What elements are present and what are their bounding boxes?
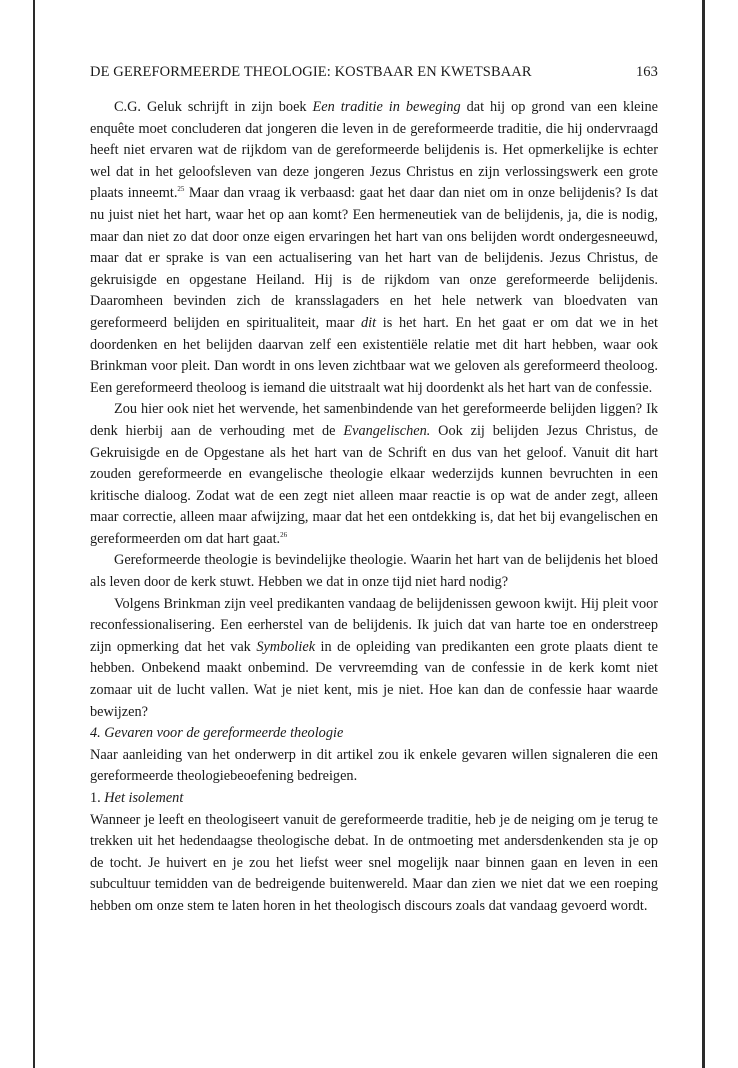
subsection-text: Wanneer je leeft en theologiseert vanuit de gereformeerde traditie, heb je de neiging om je terug te trekken uit het hedendaagse theologische debat. In de ontmoeting met andersdenkenden sta je op de tocht. Je huivert en je zou het liefst weer snel mogelijk naar binnen gaan en leven in een subcultuur temidden van de bedreigende buitenwereld. Maar dan zien we niet dat we een roeping hebben om onze stem te laten horen in het theologisch discours zoals dat vandaag gevoerd wordt. [90,811,658,914]
text-run: C.G. Geluk schrijft in zijn boek [114,99,313,115]
paragraph-brinkman [90,594,658,724]
page-number: 163 [635,64,658,80]
text-run: Zou hier ook niet het wervende, het samenbindende van het gereformeerde belijden liggen? Ik denk hierbij aan de verhouding met de [90,401,658,439]
text-run: dat hij op grond van een kleine enquête moet concluderen dat jongeren die leven in de gereformeerde traditie, die hij ondervraagd heeft niet ervaren wat de rijkdom van de gereformeerde belijdenis is. Het opmerkelijke is echter wel dat in het geloofsleven van deze jongeren Jezus Christus en zijn verlossingswerk een grote plaats inneemt. [90,99,658,202]
text-run: Volgens Brinkman zijn veel predikanten vandaag de belijdenissen gewoon kwijt. Hij pleit voor reconfessionalisering. Een eerherstel van de belijdenis. Ik juich dat van harte toe en onderstreep zijn opmerking dat het vak [90,595,658,655]
emphasis: dit [361,314,377,331]
footnote-ref[interactable]: 25 [177,185,185,194]
text-run: Ook zij belijden Jezus Christus, de Gekruisigde en de Opgestane als het hart van de Schrift en dus van het geloof. Vanuit dit hart zouden gereformeerde en evangelische theologie elkaar wederzijds kunnen bevruchten in een kritische dialoog. Zodat wat de een zegt niet alleen maar reactie is op wat de ander zegt, alleen maar correctie, alleen maar afwijzing, maar dat het een ontdekking is, dat het bij evangelischen en gereformeerden om dat hart gaat. [90,422,658,547]
section-intro: Naar aanleiding van het onderwerp in dit artikel zou ik enkele gevaren willen signaleren die een gereformeerde theologiebeoefening bedreigen. [90,746,658,785]
text-run: is het hart. En het gaat er om dat we in het doordenken en het belijden daarvan zelf een existentiële relatie met dit hart hebben, waar ook Brinkman voor pleit. Dan wordt in ons leven zichtbaar wat we geloven als gereformeerd theoloog. Een gereformeerd theoloog is iemand die uitstraalt wat hij doordenkt als het hart van de confessie. [90,314,658,396]
subsection-number: 1. [90,790,105,806]
paragraph-bevindelijk: Gereformeerde theologie is bevindelijke theologie. Waarin het hart van de belijdenis het bloed als leven door de kerk stuwt. Hebben we dat in onze tijd niet hard nodig? [90,552,658,591]
text-run: Maar dan vraag ik verbaasd: gaat het daar dan niet om in onze belijdenis? Is dat nu juist niet het hart, waar het op aan komt? Een hermeneutiek van de belijdenis, ja, die is nodig, maar dan niet zo dat door onze eigen ervaringen het hart van ons belijden wordt ondergesneeuwd, maar dat er sprake is van een actualisering van het hart van de belijdenis. Jezus Christus, de gekruisigde en opgestane Heiland. Hij is de rijkdom van onze gereformeerde belijdenis. Daaromheen bevinden zich de kransslagaders en het hele netwerk van bloedvaten van gereformeerd belijden en spiritualiteit, maar [90,185,658,331]
section-heading: 4. Gevaren voor de gereformeerde theologie [90,725,344,742]
scan-edge-right [702,0,705,1068]
emphasis: Evangelischen. [343,422,431,439]
paragraph-evangelischen [90,399,658,550]
running-head [90,64,658,81]
emphasis: Symboliek [256,638,316,655]
document-page [90,64,658,918]
running-head-title: DE GEREFORMEERDE THEOLOGIE: KOSTBAAR EN KWETSBAAR [90,64,532,80]
scan-edge-left [33,0,35,1068]
body-text [90,97,658,918]
subsection-title: Het isolement [104,790,184,806]
text-run: in de opleiding van predikanten een grote plaats dient te hebben. Onbekend maakt onbemind. De vervreemding van de confessie in de kerk komt niet zomaar uit de lucht vallen. Wat je niet kent, mis je niet. Hoe kan dan de confessie haar waarde bewijzen? [90,638,658,720]
paragraph-geluk [90,97,658,399]
book-title: Een traditie in beweging [312,99,461,115]
footnote-ref[interactable]: 26 [280,531,288,540]
subsection-heading [90,788,658,810]
